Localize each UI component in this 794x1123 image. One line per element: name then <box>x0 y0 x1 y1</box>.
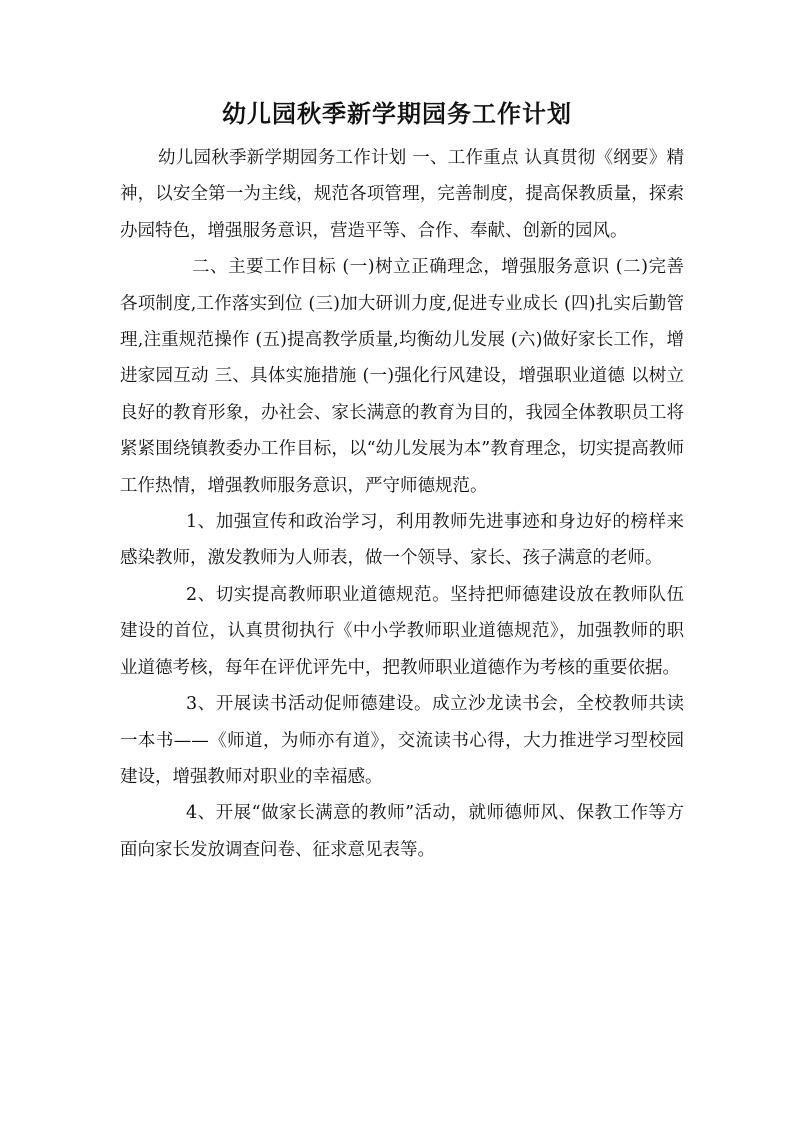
paragraph-intro: 幼儿园秋季新学期园务工作计划 一、工作重点 认真贯彻《纲要》精神，以安全第一为主线，规范各项管理，完善制度，提高保教质量，探索办园特色，增强服务意识，营造平等、合作、奉献、创新的园风。 <box>120 148 684 241</box>
paragraph-goals-and-measures: 二、主要工作目标 (一)树立正确理念，增强服务意识 (二)完善各项制度,工作落实到位 (三)加大研训力度,促进专业成长 (四)扎实后勤管理,注重规范操作 (五)提高教学质量,均衡幼儿发展 (六)做好家长工作，增进家园互动 三、具体实施措施 (一)强化行风建设，增强职业道德 以树立良好的教育形象，办社会、家长满意的教育为目的，我园全体教职员工将紧紧围绕镇教委办工作目标，以“幼儿发展为本”教育理念，切实提高教师工作热情，增强教师服务意识，严守师德规范。 <box>120 257 684 496</box>
paragraph-measure-2: 2、切实提高教师职业道德规范。坚持把师德建设放在教师队伍建设的首位，认真贯彻执行《中小学教师职业道德规范》，加强教师的职业道德考核，每年在评优评先中，把教师职业道德作为考核的重要依据。 <box>120 584 684 678</box>
paragraph-measure-4: 4、开展“做家长满意的教师”活动，就师德师风、保教工作等方面向家长发放调查问卷、征求意见表等。 <box>120 803 684 860</box>
paragraph-measure-3: 3、开展读书活动促师德建设。成立沙龙读书会，全校教师共读一本书——《师道，为师亦有道》，交流读书心得，大力推进学习型校园建设，增强教师对职业的幸福感。 <box>120 694 684 787</box>
document-title: 幼儿园秋季新学期园务工作计划 <box>222 99 572 128</box>
document-body <box>120 140 684 868</box>
paragraph-measure-1: 1、加强宣传和政治学习，利用教师先进事迹和身边好的榜样来感染教师，激发教师为人师表，做一个领导、家长、孩子满意的老师。 <box>120 512 684 569</box>
